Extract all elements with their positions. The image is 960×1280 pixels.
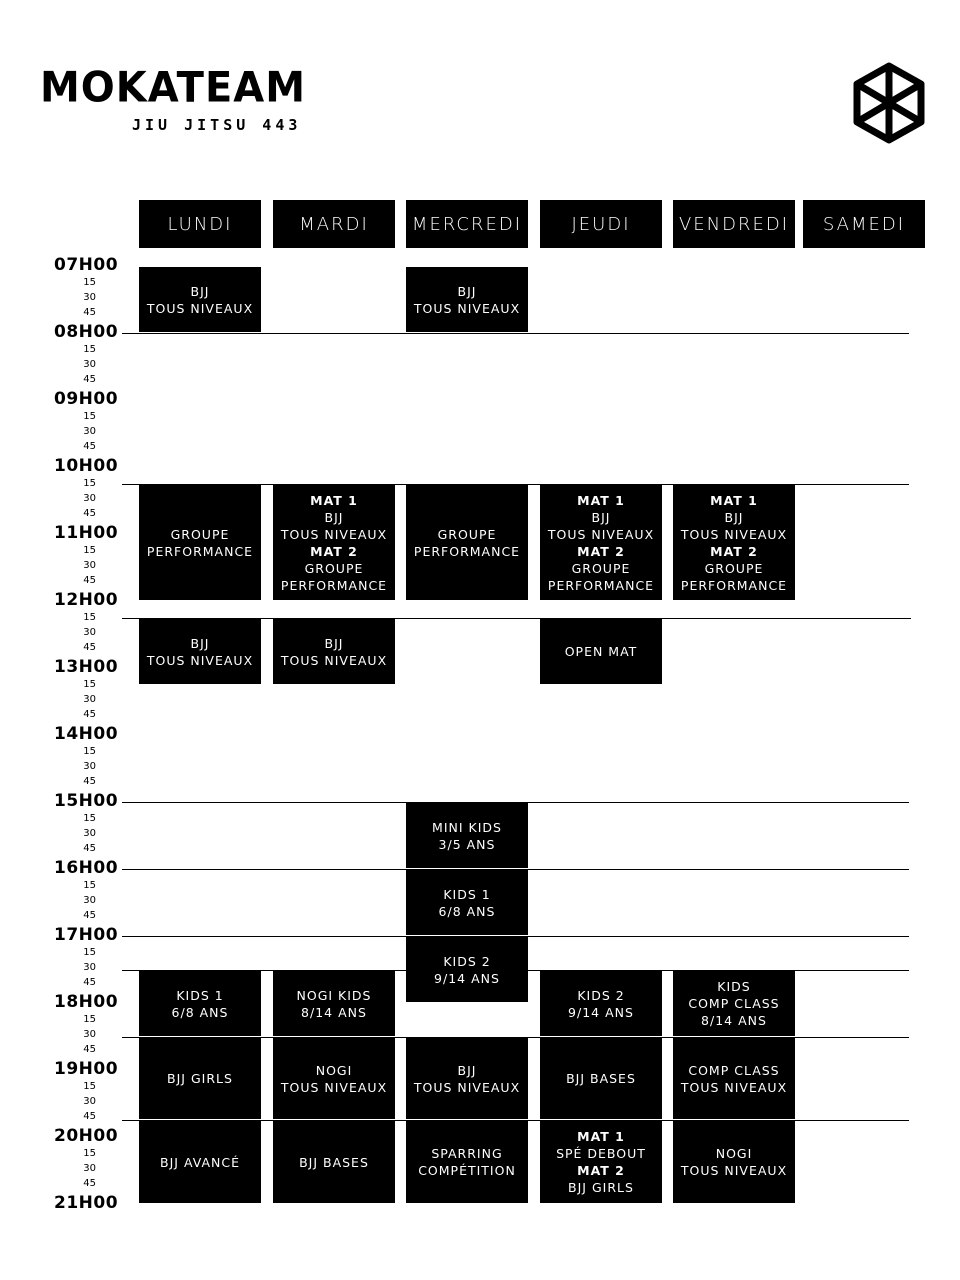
quarter-label: 30 xyxy=(83,1096,96,1107)
quarter-label: 45 xyxy=(83,1111,96,1122)
day-header-samedi: SAMEDI xyxy=(803,200,925,248)
session-text: 3/5 ANS xyxy=(438,836,496,852)
hour-label: 16H00 xyxy=(54,858,119,878)
quarter-label: 45 xyxy=(83,1044,96,1055)
session-text: TOUS NIVEAUX xyxy=(280,1079,388,1095)
session-text: 9/14 ANS xyxy=(434,970,500,986)
quarter-label: 15 xyxy=(83,880,96,891)
quarter-label: 30 xyxy=(83,1163,96,1174)
session-block-vendredi xyxy=(673,1121,795,1203)
hour-label: 21H00 xyxy=(54,1193,119,1213)
session-text: TOUS NIVEAUX xyxy=(413,1079,521,1095)
hour-label: 08H00 xyxy=(54,322,119,342)
day-header-vendredi: VENDREDI xyxy=(673,200,795,248)
session-block-mercredi xyxy=(406,870,528,935)
hour-label: 18H00 xyxy=(54,992,119,1012)
session-block-jeudi xyxy=(540,485,662,600)
session-block-jeudi xyxy=(540,971,662,1036)
session-text: BJJ xyxy=(724,509,744,525)
quarter-label: 15 xyxy=(83,612,96,623)
session-text: PERFORMANCE xyxy=(547,577,655,593)
day-header-lundi: LUNDI xyxy=(139,200,261,248)
session-text: 6/8 ANS xyxy=(438,903,496,919)
session-text: BJJ BASES xyxy=(299,1154,369,1170)
day-header-jeudi: JEUDI xyxy=(540,200,662,248)
session-text: BJJ xyxy=(190,635,210,651)
session-text: BJJ GIRLS xyxy=(167,1071,233,1086)
session-text: TOUS NIVEAUX xyxy=(146,652,254,668)
session-block-lundi xyxy=(139,1038,261,1119)
session-text: SPÉ DEBOUT xyxy=(556,1146,646,1161)
session-text: BJJ xyxy=(457,283,477,299)
session-mat-label: MAT 2 xyxy=(577,543,625,559)
hour-label: 09H00 xyxy=(54,389,119,409)
quarter-label: 15 xyxy=(83,1148,96,1159)
quarter-label: 30 xyxy=(83,560,96,571)
quarter-label: 30 xyxy=(83,292,96,303)
quarter-label: 15 xyxy=(83,1081,96,1092)
session-text: TOUS NIVEAUX xyxy=(413,300,521,316)
session-text: OPEN MAT xyxy=(564,644,638,659)
session-text: GROUPE xyxy=(304,560,364,576)
session-text: 9/14 ANS xyxy=(568,1004,634,1020)
quarter-label: 45 xyxy=(83,441,96,452)
session-block-jeudi xyxy=(540,619,662,684)
session-text: BJJ xyxy=(324,509,344,525)
quarter-label: 45 xyxy=(83,776,96,787)
quarter-label: 30 xyxy=(83,761,96,772)
session-text: NOGI xyxy=(715,1146,753,1161)
session-text: NOGI xyxy=(315,1062,353,1078)
session-mat-label: MAT 1 xyxy=(577,1129,625,1144)
session-text: BJJ BASES xyxy=(566,1071,636,1086)
session-mat-label: MAT 2 xyxy=(310,543,358,559)
session-text: BJJ xyxy=(190,283,210,299)
session-block-vendredi xyxy=(673,971,795,1036)
session-text: SPARRING xyxy=(431,1146,503,1161)
brand-subtitle: JIU JITSU 443 xyxy=(132,116,302,134)
quarter-label: 15 xyxy=(83,813,96,824)
session-mat-label: MAT 1 xyxy=(310,492,358,508)
quarter-label: 15 xyxy=(83,1014,96,1025)
session-mat-label: MAT 2 xyxy=(577,1163,625,1178)
session-text: GROUPE xyxy=(437,526,497,542)
session-text: PERFORMANCE xyxy=(413,543,521,559)
session-text: BJJ xyxy=(324,635,344,651)
quarter-label: 15 xyxy=(83,344,96,355)
quarter-label: 15 xyxy=(83,545,96,556)
session-mat-label: MAT 2 xyxy=(710,543,758,559)
session-block-mardi xyxy=(273,971,395,1036)
quarter-label: 15 xyxy=(83,411,96,422)
session-block-mercredi xyxy=(406,803,528,868)
hour-label: 19H00 xyxy=(54,1059,119,1079)
hour-label: 17H00 xyxy=(54,925,119,945)
quarter-label: 30 xyxy=(83,828,96,839)
session-text: PERFORMANCE xyxy=(280,577,388,593)
quarter-label: 45 xyxy=(83,508,96,519)
hour-label: 14H00 xyxy=(54,724,119,744)
session-text: COMP CLASS xyxy=(688,1062,780,1078)
quarter-label: 30 xyxy=(83,694,96,705)
session-text: 6/8 ANS xyxy=(171,1004,229,1020)
session-text: TOUS NIVEAUX xyxy=(680,1079,788,1095)
quarter-label: 45 xyxy=(83,307,96,318)
quarter-label: 30 xyxy=(83,962,96,973)
session-text: BJJ xyxy=(457,1062,477,1078)
session-text: KIDS 1 xyxy=(443,886,491,902)
hour-label: 10H00 xyxy=(54,456,119,476)
session-block-mercredi xyxy=(406,485,528,600)
quarter-label: 45 xyxy=(83,709,96,720)
quarter-label: 45 xyxy=(83,977,96,988)
session-block-mercredi xyxy=(406,1121,528,1203)
quarter-label: 45 xyxy=(83,1178,96,1189)
session-text: GROUPE xyxy=(704,560,764,576)
session-text: BJJ GIRLS xyxy=(568,1180,634,1195)
session-text: KIDS 2 xyxy=(577,987,625,1003)
session-text: BJJ AVANCÉ xyxy=(160,1154,240,1170)
session-block-lundi xyxy=(139,971,261,1036)
quarter-label: 45 xyxy=(83,575,96,586)
session-text: TOUS NIVEAUX xyxy=(547,526,655,542)
hour-label: 11H00 xyxy=(54,523,119,543)
quarter-label: 30 xyxy=(83,895,96,906)
session-block-mercredi xyxy=(406,267,528,332)
session-block-lundi xyxy=(139,267,261,332)
session-text: 8/14 ANS xyxy=(301,1004,367,1020)
quarter-label: 45 xyxy=(83,910,96,921)
hour-label: 20H00 xyxy=(54,1126,119,1146)
hour-separator-line xyxy=(122,333,909,334)
quarter-label: 45 xyxy=(83,642,96,653)
session-text: TOUS NIVEAUX xyxy=(680,1163,788,1178)
quarter-label: 15 xyxy=(83,277,96,288)
quarter-label: 30 xyxy=(83,1029,96,1040)
session-text: BJJ xyxy=(591,509,611,525)
session-block-mardi xyxy=(273,1038,395,1119)
session-text: COMPÉTITION xyxy=(418,1163,516,1178)
session-text: GROUPE xyxy=(571,560,631,576)
session-block-vendredi xyxy=(673,485,795,600)
session-text: KIDS 1 xyxy=(176,987,224,1003)
hour-label: 12H00 xyxy=(54,590,119,610)
session-text: TOUS NIVEAUX xyxy=(280,526,388,542)
session-text: TOUS NIVEAUX xyxy=(280,652,388,668)
quarter-label: 15 xyxy=(83,947,96,958)
day-header-mardi: MARDI xyxy=(273,200,395,248)
session-text: PERFORMANCE xyxy=(680,577,788,593)
day-header-mercredi: MERCREDI xyxy=(406,200,528,248)
session-mat-label: MAT 1 xyxy=(710,492,758,508)
session-text: COMP CLASS xyxy=(688,996,780,1011)
quarter-label: 30 xyxy=(83,359,96,370)
quarter-label: 15 xyxy=(83,478,96,489)
quarter-label: 15 xyxy=(83,746,96,757)
quarter-label: 45 xyxy=(83,843,96,854)
quarter-label: 15 xyxy=(83,679,96,690)
quarter-label: 45 xyxy=(83,374,96,385)
quarter-label: 30 xyxy=(83,493,96,504)
session-text: TOUS NIVEAUX xyxy=(680,526,788,542)
hour-label: 15H00 xyxy=(54,791,119,811)
session-block-lundi xyxy=(139,1121,261,1203)
session-block-mercredi xyxy=(406,937,528,1002)
session-text: NOGI KIDS xyxy=(296,987,372,1003)
session-mat-label: MAT 1 xyxy=(577,492,625,508)
session-block-jeudi xyxy=(540,1038,662,1119)
session-text: TOUS NIVEAUX xyxy=(146,300,254,316)
session-block-lundi xyxy=(139,485,261,600)
session-block-vendredi xyxy=(673,1038,795,1119)
quarter-label: 30 xyxy=(83,426,96,437)
team-logo-icon xyxy=(848,62,930,144)
quarter-label: 30 xyxy=(83,627,96,638)
session-block-mardi xyxy=(273,485,395,600)
session-text: KIDS 2 xyxy=(443,953,491,969)
hour-label: 13H00 xyxy=(54,657,119,677)
session-text: KIDS xyxy=(717,979,751,994)
session-block-lundi xyxy=(139,619,261,684)
session-text: GROUPE xyxy=(170,526,230,542)
session-block-mercredi xyxy=(406,1038,528,1119)
session-text: MINI KIDS xyxy=(432,819,502,835)
session-text: 8/14 ANS xyxy=(701,1013,767,1028)
session-block-jeudi xyxy=(540,1121,662,1203)
session-text: PERFORMANCE xyxy=(146,543,254,559)
session-block-mardi xyxy=(273,619,395,684)
session-block-mardi xyxy=(273,1121,395,1203)
hour-label: 07H00 xyxy=(54,255,119,275)
brand-name: MOKATEAM xyxy=(40,63,307,113)
